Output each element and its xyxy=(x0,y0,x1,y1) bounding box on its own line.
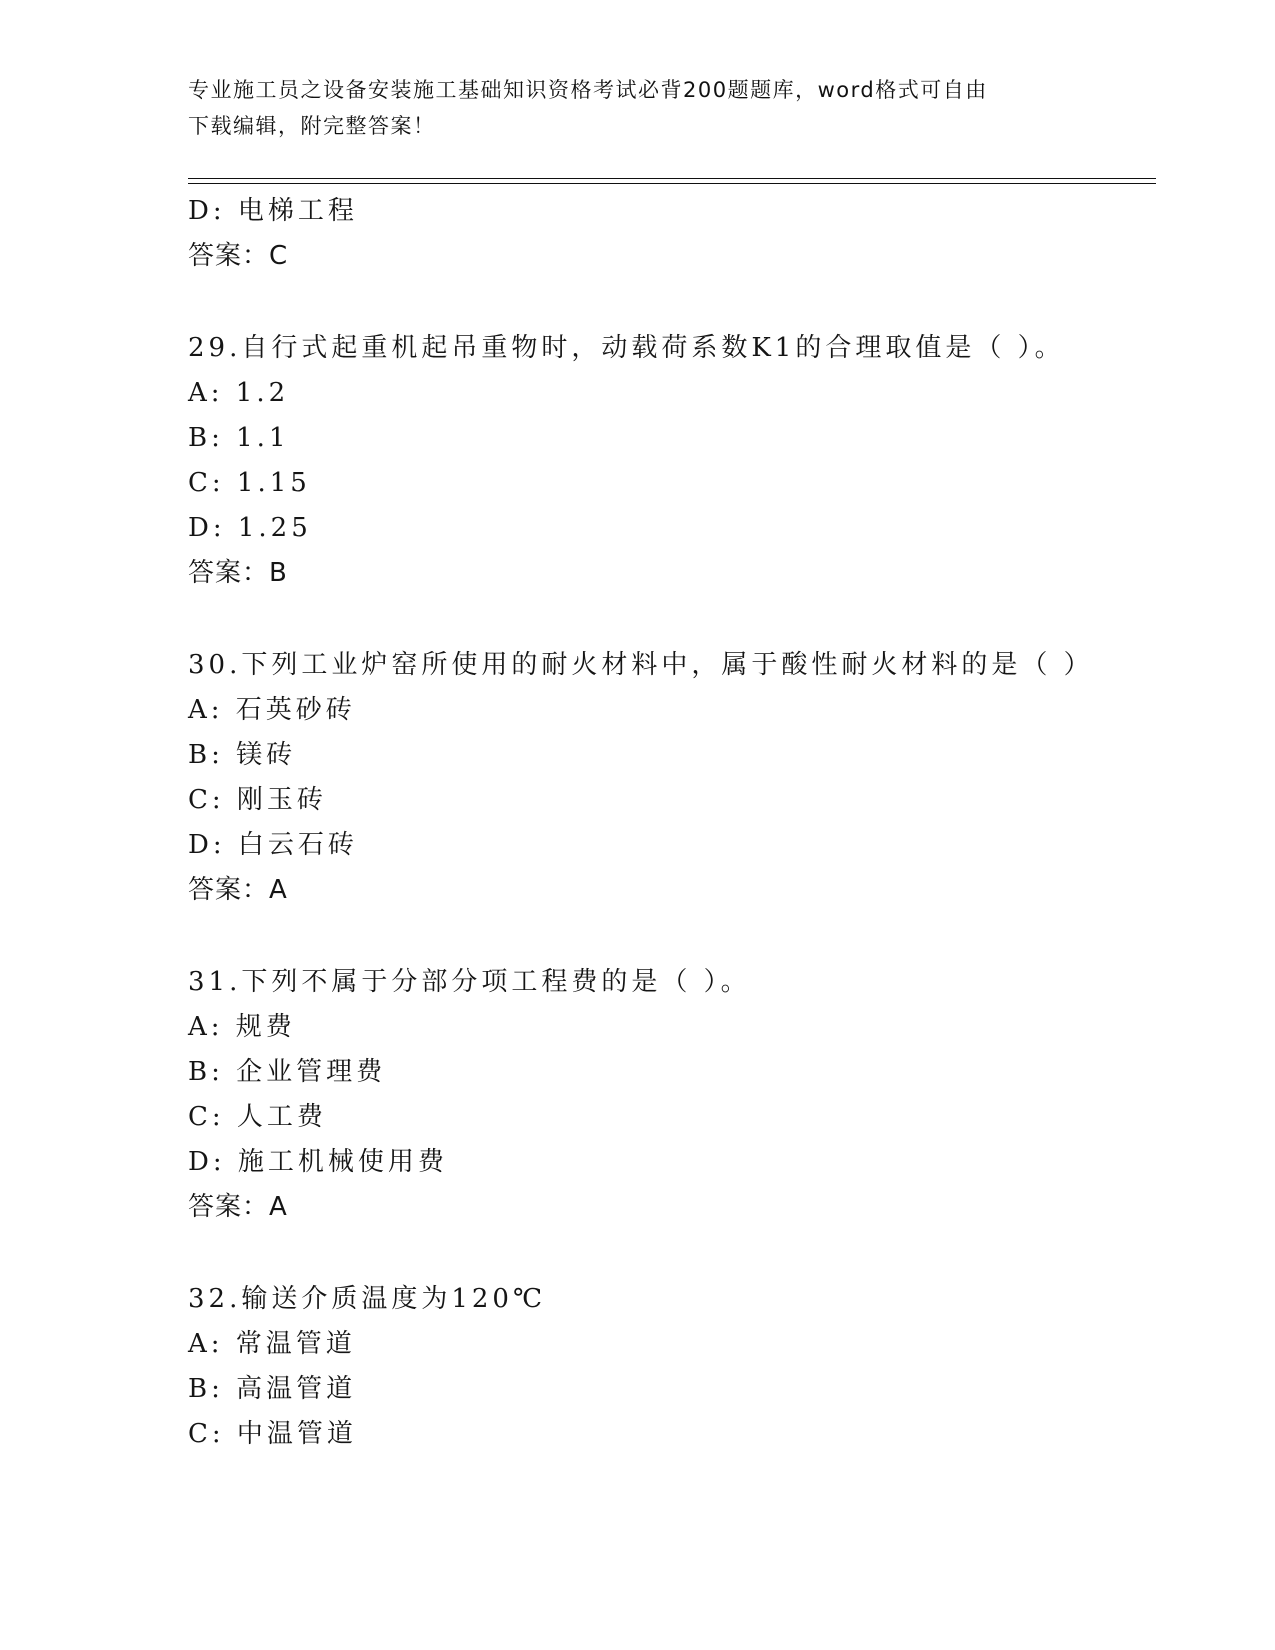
q31-option-c: C: 人工费 xyxy=(188,1102,327,1132)
q31-option-a: A: 规费 xyxy=(188,1012,296,1042)
q30-option-d: D: 白云石砖 xyxy=(188,830,358,860)
q31-question: 31.下列不属于分部分项工程费的是（ ）。 xyxy=(188,967,751,997)
q30-answer: 答案：A xyxy=(188,875,288,905)
q30-option-a: A: 石英砂砖 xyxy=(188,695,356,725)
q30-option-b: B: 镁砖 xyxy=(188,740,297,770)
header-divider-bottom xyxy=(188,183,1156,184)
q31-option-d: D: 施工机械使用费 xyxy=(188,1147,448,1177)
header-title-line-1: 专业施工员之设备安装施工基础知识资格考试必背200题题库，word格式可自由 xyxy=(188,78,988,102)
q29-option-c: C: 1.15 xyxy=(188,468,311,498)
q29-option-d: D: 1.25 xyxy=(188,513,312,543)
q28-option-d: D: 电梯工程 xyxy=(188,196,358,226)
q32-question: 32.输送介质温度为120℃ xyxy=(188,1284,547,1314)
q31-answer: 答案：A xyxy=(188,1192,288,1222)
q29-question: 29.自行式起重机起吊重物时，动载荷系数K1的合理取值是（ ）。 xyxy=(188,333,1065,363)
q29-option-a: A: 1.2 xyxy=(188,378,290,408)
q32-option-a: A: 常温管道 xyxy=(188,1329,356,1359)
q31-option-b: B: 企业管理费 xyxy=(188,1057,387,1087)
q30-option-c: C: 刚玉砖 xyxy=(188,785,327,815)
q29-option-b: B: 1.1 xyxy=(188,423,290,453)
q32-option-b: B: 高温管道 xyxy=(188,1374,357,1404)
q28-answer: 答案：C xyxy=(188,241,289,271)
q32-option-c: C: 中温管道 xyxy=(188,1419,357,1449)
q30-question: 30.下列工业炉窑所使用的耐火材料中，属于酸性耐火材料的是（ ） xyxy=(188,650,1094,680)
document-header xyxy=(188,72,1068,144)
header-divider-top xyxy=(188,178,1156,179)
q29-answer: 答案：B xyxy=(188,558,288,588)
header-title-line-2: 下载编辑，附完整答案！ xyxy=(188,114,436,138)
